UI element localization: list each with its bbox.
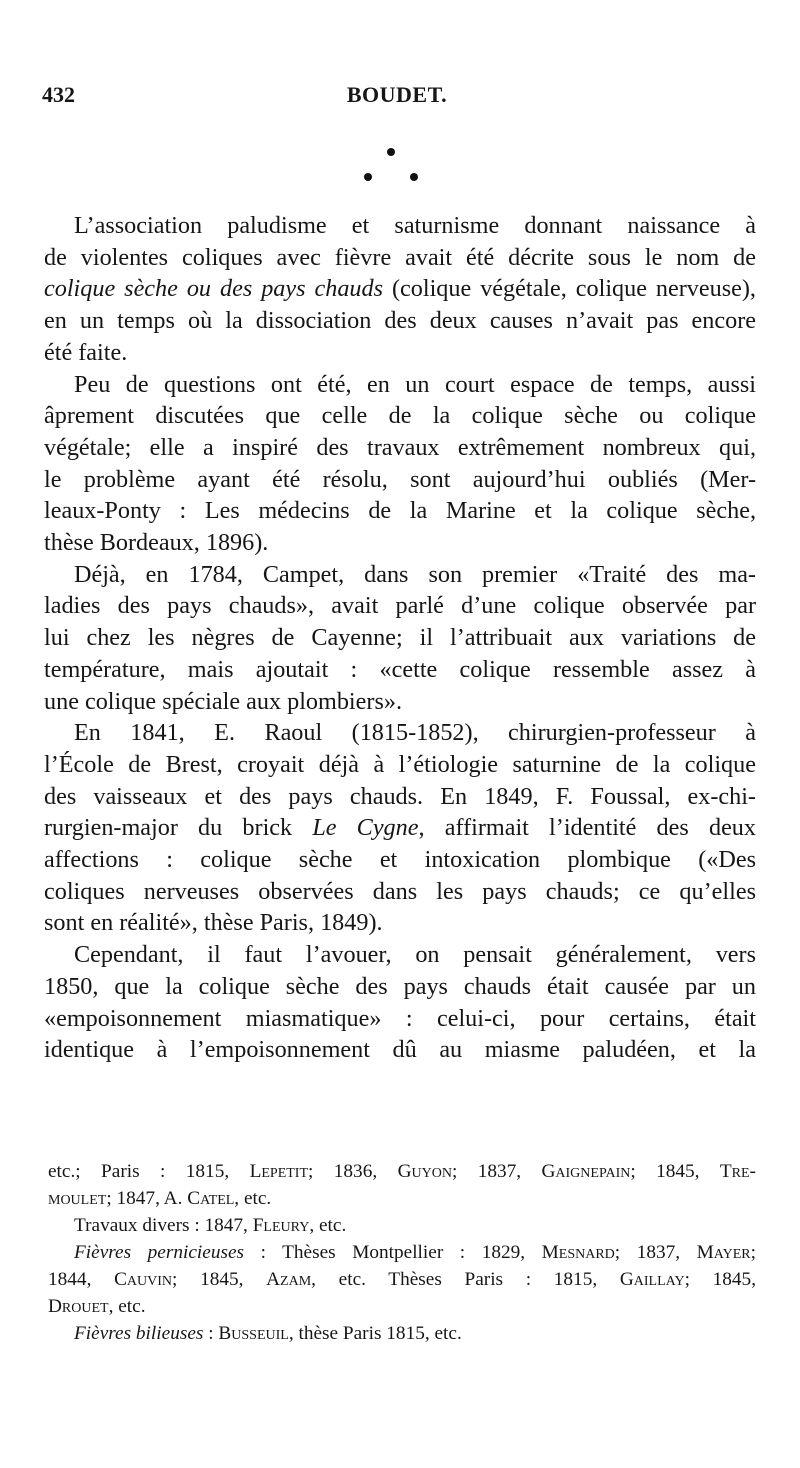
body-line xyxy=(44,337,756,369)
text-run: Azam xyxy=(266,1269,312,1290)
page-header xyxy=(42,82,752,118)
footnote-line xyxy=(48,1320,756,1347)
footnote-line xyxy=(48,1212,756,1239)
body-line xyxy=(44,844,756,876)
text-run: , etc. xyxy=(309,1215,347,1236)
text-run: sont en réalité», thèse Paris, 1849). xyxy=(44,909,383,937)
text-run: En 1841, E. Raoul (1815-1852), chirurgien-professeur à xyxy=(74,719,756,747)
text-run: (colique végétale, colique nerveuse), xyxy=(383,275,756,303)
text-run: ; 1845, xyxy=(630,1161,720,1182)
body-line xyxy=(44,305,756,337)
text-run: identique à l’empoisonnement dû au miasme paludéen, et la xyxy=(44,1036,756,1064)
text-run: L’association paludisme et saturnisme donnant naissance à xyxy=(74,212,756,239)
footnote-line xyxy=(48,1293,756,1320)
text-run: l’École de Brest, croyait déjà à l’étiologie saturnine de la colique xyxy=(44,750,756,778)
footnote-line xyxy=(48,1239,756,1266)
text-run: , etc. xyxy=(108,1296,146,1317)
text-run: moulet xyxy=(48,1188,107,1209)
text-run: ; 1837, xyxy=(614,1242,697,1263)
body-line xyxy=(44,590,756,622)
text-run: âprement discutées que celle de la colique sèche ou colique xyxy=(44,402,756,430)
text-run: Fleury xyxy=(252,1215,310,1236)
text-run: Drouet xyxy=(48,1296,109,1317)
body-line xyxy=(44,1034,756,1066)
text-run: Guyon xyxy=(397,1161,452,1182)
body-line xyxy=(44,686,756,718)
text-run: «empoisonnement miasmatique» : celui-ci, pour certains, était xyxy=(44,1004,756,1032)
text-run: Travaux divers : 1847, xyxy=(74,1215,253,1236)
text-run: : Thèses Montpellier : 1829, xyxy=(244,1242,542,1263)
text-run: Busseuil xyxy=(218,1323,289,1344)
text-run: Mayer xyxy=(696,1242,751,1263)
text-run: rurgien-major du brick xyxy=(44,814,313,842)
text-run: température, mais ajoutait : «cette colique ressemble assez à xyxy=(44,655,756,683)
text-run: ; 1836, xyxy=(308,1161,398,1182)
text-run: Lepetit xyxy=(249,1161,309,1182)
text-run: de violentes coliques avec fièvre avait été décrite sous le nom de xyxy=(44,243,756,271)
body-line xyxy=(44,971,756,1003)
body-line xyxy=(44,369,756,401)
footnote-line xyxy=(48,1266,756,1293)
body-line xyxy=(44,812,756,844)
text-run: Fièvres pernicieuses xyxy=(74,1242,245,1263)
body-line xyxy=(44,495,756,527)
body-line xyxy=(44,939,756,971)
text-run: coliques nerveuses observées dans les pays chauds; ce qu’elles xyxy=(44,877,756,905)
body-line xyxy=(44,242,756,274)
text-run: thèse Bordeaux, 1896). xyxy=(44,529,269,557)
body-line xyxy=(44,464,756,496)
body-line xyxy=(44,749,756,781)
body-line xyxy=(44,527,756,559)
text-run: Gaignepain xyxy=(541,1161,631,1182)
text-run: Mesnard xyxy=(541,1242,615,1263)
text-run: ; xyxy=(750,1242,756,1263)
text-run: ; 1845, xyxy=(172,1269,267,1290)
body-line xyxy=(44,907,756,939)
text-run: , etc. xyxy=(234,1188,272,1209)
body-line xyxy=(44,273,756,305)
asterism xyxy=(360,140,430,190)
text-run: végétale; elle a inspiré des travaux extrêmement nombreux qui, xyxy=(44,433,756,461)
asterism-star xyxy=(387,148,395,156)
footnotes xyxy=(48,1158,756,1347)
text-run: Peu de questions ont été, en un court espace de temps, aussi xyxy=(74,370,756,398)
asterism-star xyxy=(364,173,372,181)
body-line xyxy=(44,622,756,654)
page-number: 432 xyxy=(42,82,75,107)
text-run: Cependant, il faut l’avouer, on pensait généralement, vers xyxy=(74,941,756,969)
body-line xyxy=(44,400,756,432)
text-run: , etc. Thèses Paris : 1815, xyxy=(311,1269,620,1290)
text-run: Gaillay xyxy=(619,1269,685,1290)
text-run: des vaisseaux et des pays chauds. En 1849, F. Foussal, ex-chi- xyxy=(44,782,756,810)
text-run: en un temps où la dissociation des deux causes n’avait pas encore xyxy=(44,307,756,335)
running-title: BOUDET. xyxy=(346,82,448,107)
body-text xyxy=(44,210,756,1066)
text-run: Cauvin xyxy=(114,1269,173,1290)
body-line xyxy=(44,1003,756,1035)
text-run: etc.; Paris : 1815, xyxy=(48,1161,250,1182)
text-run: , thèse Paris 1815, etc. xyxy=(288,1323,462,1344)
body-line xyxy=(44,781,756,813)
text-run: : xyxy=(203,1323,219,1344)
text-run: colique sèche ou des pays chauds xyxy=(44,275,384,303)
text-run: le problème ayant été résolu, sont aujourd’hui oubliés (Mer- xyxy=(44,465,756,493)
body-line xyxy=(44,717,756,749)
text-run: Fièvres bilieuses xyxy=(74,1323,204,1344)
text-run: , affirmait l’identité des deux xyxy=(418,814,756,842)
body-line xyxy=(44,654,756,686)
text-run: leaux-Ponty : Les médecins de la Marine et la colique sèche, xyxy=(44,497,756,525)
text-run: lui chez les nègres de Cayenne; il l’attribuait aux variations de xyxy=(44,624,756,652)
body-line xyxy=(44,210,756,242)
text-run: ; 1837, xyxy=(451,1161,542,1182)
text-run: ladies des pays chauds», avait parlé d’une colique observée par xyxy=(44,592,756,620)
body-line xyxy=(44,559,756,591)
text-run: 1850, que la colique sèche des pays chauds était causée par un xyxy=(44,972,756,1000)
asterism-star xyxy=(410,173,418,181)
text-run: Catel xyxy=(187,1188,235,1209)
footnote-line xyxy=(48,1158,756,1185)
text-run: ; 1845, xyxy=(684,1269,757,1290)
text-run: Le Cygne xyxy=(312,814,419,842)
body-line xyxy=(44,876,756,908)
footnote-line xyxy=(48,1185,756,1212)
text-run: ; 1847, A. xyxy=(106,1188,188,1209)
text-run: une colique spéciale aux plombiers». xyxy=(44,687,402,715)
text-run: été faite. xyxy=(44,338,128,366)
text-run: affections : colique sèche et intoxication plombique («Des xyxy=(44,846,756,874)
body-line xyxy=(44,432,756,464)
text-run: 1844, xyxy=(48,1269,115,1290)
text-run: Tre- xyxy=(719,1161,756,1182)
text-run: Déjà, en 1784, Campet, dans son premier «Traité des ma- xyxy=(74,560,756,588)
